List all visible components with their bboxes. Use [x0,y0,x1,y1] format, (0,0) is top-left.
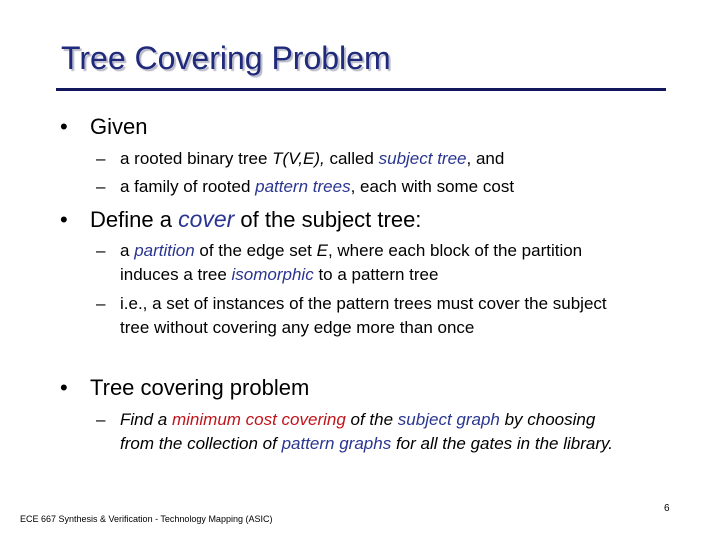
define-item-1 [96,239,626,286]
bullet-tree-covering-problem [60,375,309,401]
title-underline [56,88,666,91]
bullet-given-label: Given [90,114,148,139]
bullet-define-cover [60,206,421,233]
slide-title: Tree Covering Problem [61,40,391,76]
text-run: , and [466,149,505,168]
text-run: by choosing from the collection of [120,410,596,453]
bullet-dot: • [60,375,68,400]
sub-dash: – [96,241,106,260]
sub-dash: – [96,410,106,429]
sub-dash: – [96,149,106,168]
text-run: called [324,149,379,168]
text-run: for all the gates in the library. [391,433,613,453]
text-run: a family of rooted [120,177,256,196]
define-item-2 [96,292,636,339]
page-number: 6 [664,503,670,514]
slide-footer: ECE 667 Synthesis & Verification - Technology Mapping (ASIC) [20,514,273,524]
text-run: , each with some cost [350,177,515,196]
term-minimum-cost-covering: minimum cost covering [171,410,346,429]
term-isomorphic: isomorphic [231,264,314,284]
text-run: Find a [120,410,172,429]
text-run: a rooted binary tree [120,149,273,168]
problem-item [96,408,626,455]
term-subject-tree: subject tree [378,149,467,168]
text-run: to a pattern tree [313,264,439,284]
bullet-problem-label: Tree covering problem [90,375,310,400]
text-run: of the edge set [194,241,317,260]
term-subject-graph: subject graph [397,410,500,429]
given-item-2 [96,175,656,199]
given-item-1 [96,147,656,171]
bullet-given [60,114,147,140]
tree-notation: T(V,E), [272,149,325,168]
term-pattern-graphs: pattern graphs [281,433,392,453]
bullet-dot: • [60,207,68,232]
text-run: of the [345,410,398,429]
text-run: Define a [90,207,179,232]
define-item-2-text: i.e., a set of instances of the pattern trees must cover the subject tree without covering any edge more than once [120,294,607,337]
term-pattern-trees: pattern trees [255,177,351,196]
edge-set-notation: E [316,241,328,260]
sub-dash: – [96,294,106,313]
text-run: of the subject tree: [234,207,422,232]
text-run: a [120,241,135,260]
text-run: , where each block of the partition induces a tree [120,241,583,284]
term-partition: partition [134,241,195,260]
term-cover: cover [178,206,235,232]
bullet-dot: • [60,114,68,139]
sub-dash: – [96,177,106,196]
